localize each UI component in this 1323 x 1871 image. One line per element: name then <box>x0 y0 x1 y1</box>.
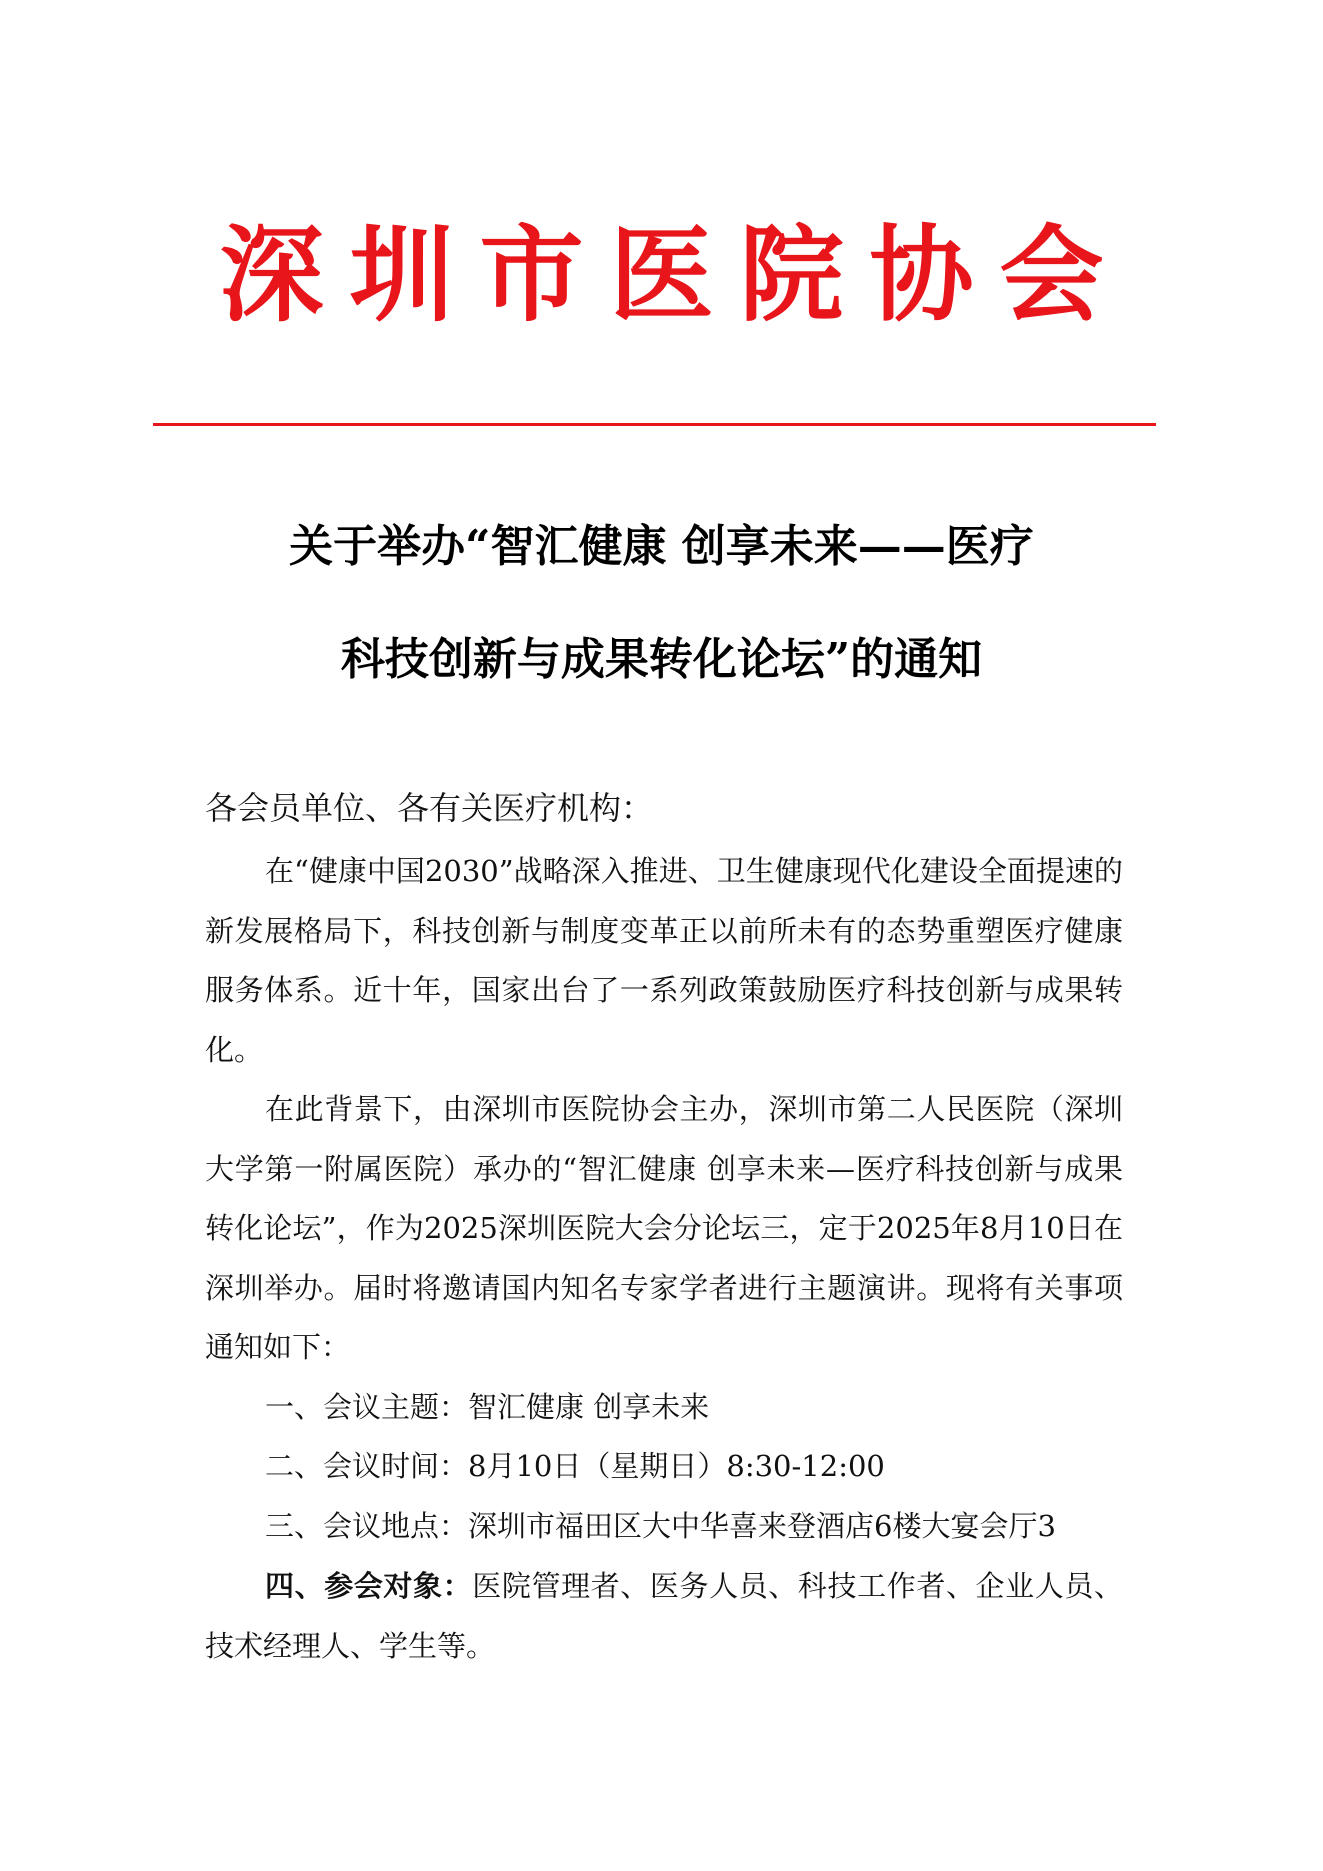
salutation: 各会员单位、各有关医疗机构： <box>205 789 654 827</box>
attendees-item <box>205 1557 1123 1676</box>
paragraph-text: 在“健康中国2030”战略深入推进、卫生健康现代化建设全面提速的新发展格局下，科技创新与制度变革正以前所未有的态势重塑医疗健康服务体系。近十年，国家出台了一系列政策鼓励医疗科技创新与成果转化。 <box>205 854 1123 1067</box>
organization-masthead: 深圳市医院协会 <box>219 214 1130 336</box>
body-paragraph-2 <box>205 1080 1123 1378</box>
item-label: 四、参会对象： <box>265 1569 473 1603</box>
meeting-time-item <box>205 1437 1123 1497</box>
item-value: 8月10日（星期日）8:30-12:00 <box>468 1449 885 1483</box>
document-title-line-1: 关于举办“智汇健康 创享未来——医疗 <box>289 521 1034 572</box>
meeting-theme-item <box>205 1378 1123 1438</box>
red-divider-line <box>153 423 1156 426</box>
item-value: 智汇健康 创享未来 <box>468 1390 710 1424</box>
item-value: 深圳市福田区大中华喜来登酒店6楼大宴会厅3 <box>468 1509 1056 1543</box>
item-value: 医院管理者、医务人员、科技工作者、企业人员、技术经理人、学生等。 <box>205 1569 1123 1663</box>
document-title-line-2: 科技创新与成果转化论坛”的通知 <box>340 634 983 685</box>
paragraph-text: 在此背景下，由深圳市医院协会主办，深圳市第二人民医院（深圳大学第一附属医院）承办的“智汇健康 创享未来—医疗科技创新与成果转化论坛”，作为2025深圳医院大会分论坛三，定于2025年8月10日在深圳举办。届时将邀请国内知名专家学者进行主题演讲。现将有关事项通知如下： <box>205 1092 1123 1365</box>
item-label: 三、会议地点： <box>265 1509 469 1543</box>
meeting-location-item <box>205 1497 1123 1557</box>
item-label: 二、会议时间： <box>265 1449 469 1483</box>
item-label: 一、会议主题： <box>265 1390 469 1424</box>
body-paragraph-1 <box>205 842 1123 1080</box>
